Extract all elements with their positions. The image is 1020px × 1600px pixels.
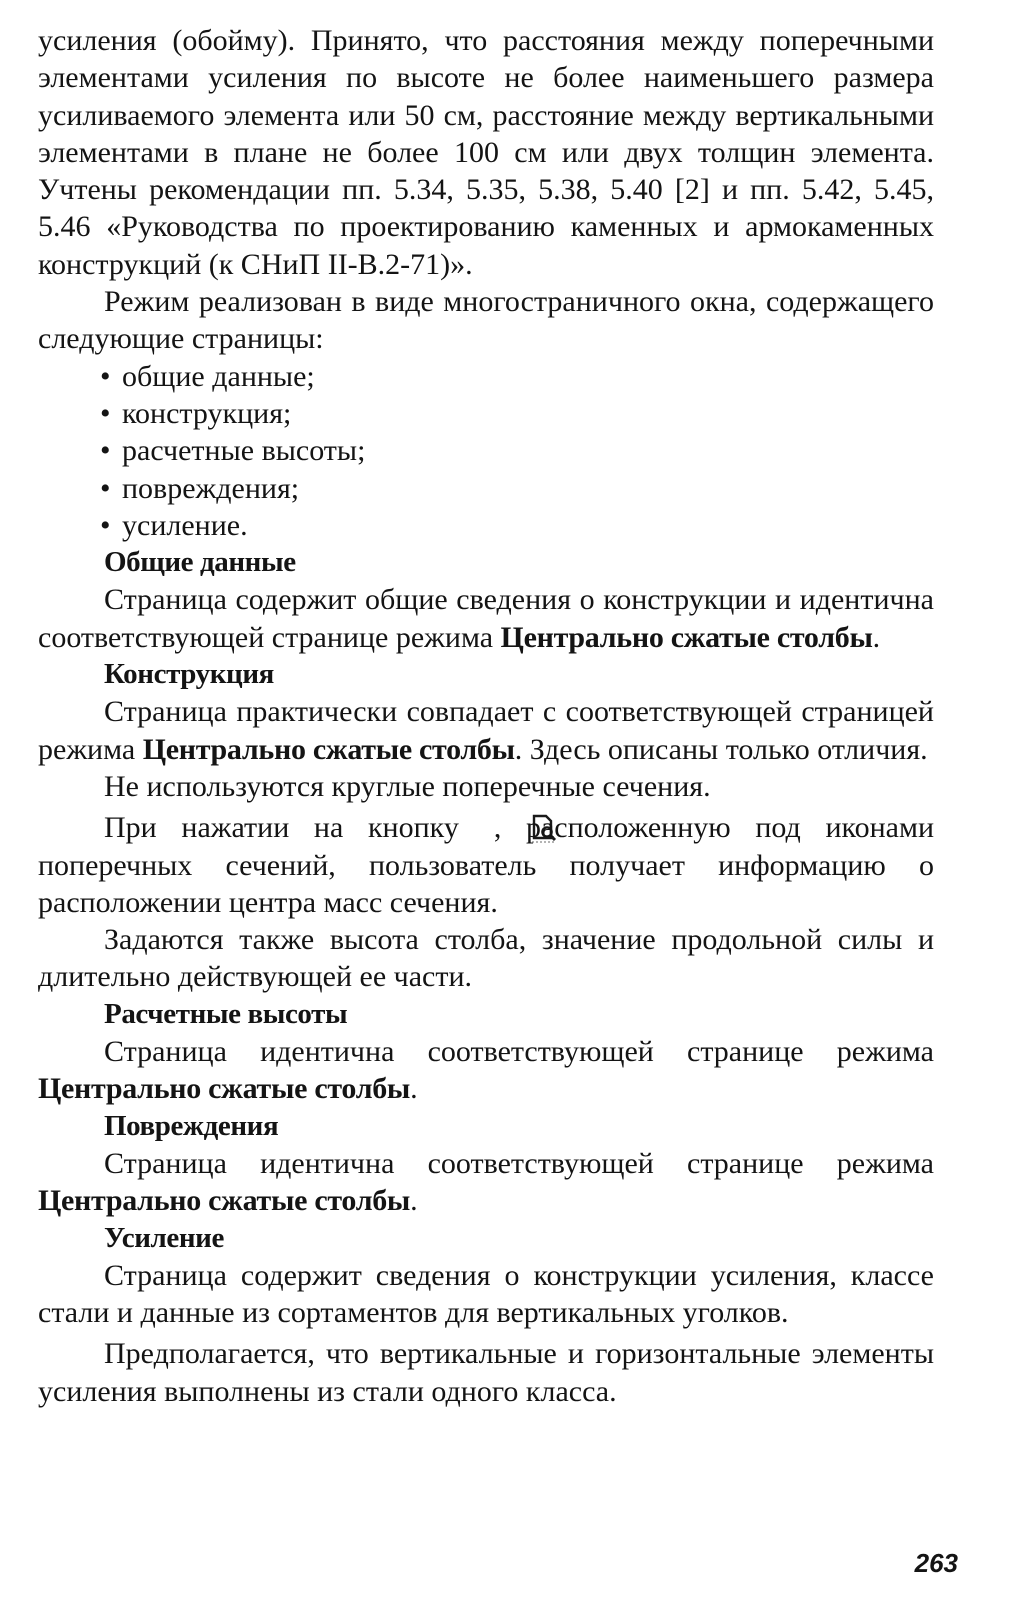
paragraph-mode-window: Режим реализован в виде многостраничного окна, содержащего следующие страницы: — [38, 285, 934, 356]
list-item: • общие данные; — [100, 358, 934, 395]
mode-name: Центрально сжатые столбы — [38, 1184, 411, 1218]
mode-name: Центрально сжатые столбы — [500, 620, 873, 654]
section-heading-heights: Расчетные высоты — [104, 997, 348, 1030]
section-heading-general: Общие данные — [104, 546, 296, 579]
pages-list — [38, 358, 934, 544]
document-page — [38, 22, 934, 1410]
paragraph-button: При нажатии на кнопку , расположенную под иконами поперечных сечений, пользователь получает информацию о расположении центра масс сечения. — [38, 811, 934, 919]
list-item: • конструкция; — [100, 395, 934, 432]
mode-name: Центрально сжатые столбы — [142, 732, 515, 766]
list-item: • повреждения; — [100, 470, 934, 507]
paragraph-reinforcement-rules: усиления (обойму). Принято, что расстояния между поперечными элементами усиления по высоте не более наименьшего размера усиливаемого элемента или 50 см, расстояние между вертикальными элементами в плане не более 100 см или двух толщин элемента. Учтены рекомендации пп. 5.34, 5.35, 5.38, 5.40 [2] и пп. 5.42, 5.45, 5.46 «Руководства по проектированию каменных и армокаменных конструкций (к СНиП II-В.2-71)». — [38, 24, 934, 281]
paragraph-general: Страница содержит общие сведения о конструкции и идентична соответствующей странице режима Центрально сжатые столбы. — [38, 583, 934, 654]
section-heading-damage: Повреждения — [104, 1109, 279, 1142]
paragraph-heights: Страница идентична соответствующей странице режима Центрально сжатые столбы. — [38, 1035, 934, 1106]
section-heading-reinforcement: Усиление — [104, 1221, 224, 1254]
paragraph-damage: Страница идентична соответствующей странице режима Центрально сжатые столбы. — [38, 1146, 934, 1218]
mode-name: Центрально сжатые столбы — [38, 1072, 411, 1106]
paragraph-circles: Не используются круглые поперечные сечения. — [104, 769, 711, 803]
list-item: • усиление. — [100, 507, 934, 544]
paragraph-height: Задаются также высота столба, значение продольной силы и длительно действующей ее части. — [38, 923, 934, 994]
list-item: • расчетные высоты; — [100, 432, 934, 469]
section-heading-construction: Конструкция — [104, 658, 274, 691]
document-magnifier-icon — [463, 813, 493, 843]
paragraph-construction: Страница практически совпадает с соответствующей страницей режима Центрально сжатые столбы. Здесь описаны только отличия. — [38, 695, 934, 766]
page-number: 263 — [914, 1548, 958, 1578]
paragraph-assumption: Предполагается, что вертикальные и горизонтальные элементы усиления выполнены из стали одного класса. — [38, 1337, 934, 1408]
paragraph-reinforcement: Страница содержит сведения о конструкции усиления, классе стали и данные из сортаментов для вертикальных уголков. — [38, 1258, 934, 1330]
